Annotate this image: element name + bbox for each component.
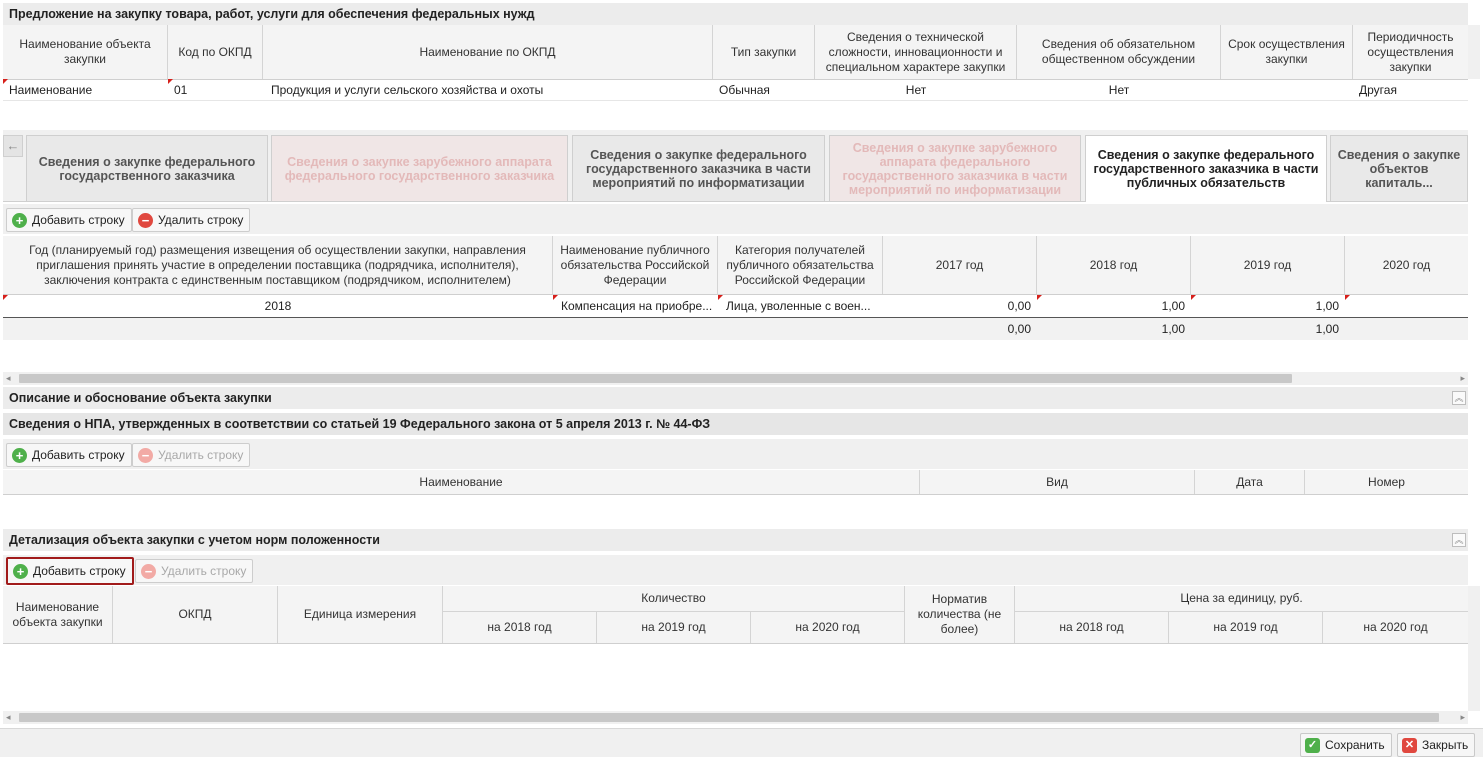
cell-public-discussion[interactable]: Нет (1108, 83, 1130, 97)
section-title-npa: Сведения о НПА, утвержденных в соответствии со статьей 19 Федерального закона от 5 апреля 2013 г. № 44-ФЗ (3, 413, 1468, 435)
proposal-grid-header (3, 25, 1468, 80)
section-title-detail: Детализация объекта закупки с учетом норм положенности (3, 529, 1468, 551)
save-label: Сохранить (1325, 738, 1385, 752)
col-detail-unit[interactable]: Единица измерения (278, 586, 443, 643)
check-icon: ✓ (1305, 738, 1320, 753)
cell-object-name[interactable]: Наименование (9, 83, 93, 97)
add-row-button[interactable] (6, 443, 132, 467)
table-row[interactable] (3, 295, 1468, 318)
col-price-2020[interactable]: на 2020 год (1363, 620, 1428, 634)
section-title-description: Описание и обоснование объекта закупки (3, 387, 1468, 409)
cell-okpd-name[interactable]: Продукция и услуги сельского хозяйства и охоты (271, 83, 544, 97)
col-npa-name[interactable]: Наименование (3, 470, 920, 494)
cell-purchase-type[interactable]: Обычная (719, 83, 770, 97)
col-object-name[interactable]: Наименование объекта закупки (3, 25, 168, 79)
obligations-grid-header (3, 236, 1468, 295)
col-public-discussion[interactable]: Сведения об обязательном общественном обсуждении (1017, 25, 1221, 79)
scroll-thumb[interactable] (19, 713, 1439, 722)
summary-row (3, 318, 1468, 340)
scroll-left-icon[interactable]: ◂ (6, 712, 11, 722)
add-row-button[interactable] (6, 557, 134, 585)
cell-periodicity[interactable]: Другая (1359, 83, 1397, 97)
delete-row-label: Удалить строку (158, 213, 244, 227)
section-title-proposal: Предложение на закупку товара, работ, услуги для обеспечения федеральных нужд (3, 3, 1468, 25)
plus-circle-icon: + (12, 213, 27, 228)
col-qty-2018[interactable]: на 2018 год (443, 612, 597, 643)
col-2018[interactable]: 2018 год (1037, 236, 1191, 294)
col-tech-complexity[interactable]: Сведения о технической сложности, инновационности и специальном характере закупки (815, 25, 1017, 79)
col-periodicity[interactable]: Периодичность осуществления закупки (1367, 29, 1454, 74)
cross-icon: ✕ (1402, 738, 1417, 753)
col-detail-object-name[interactable]: Наименование объекта закупки (3, 586, 113, 643)
minus-circle-icon: − (138, 213, 153, 228)
close-button[interactable] (1397, 733, 1475, 757)
tab-federal-customer[interactable]: Сведения о закупке федерального государственного заказчика (26, 135, 268, 201)
col-okpd-code[interactable]: Код по ОКПД (168, 25, 263, 79)
delete-row-label: Удалить строку (161, 564, 247, 578)
detail-grid-header (3, 586, 1468, 644)
scroll-right-icon[interactable]: ▸ (1460, 373, 1465, 383)
col-2019[interactable]: 2019 год (1191, 236, 1345, 294)
tab-capital-objects[interactable]: Сведения о закупке объектов капиталь... (1330, 135, 1468, 201)
dirty-marker (1345, 295, 1350, 300)
tab-foreign-informatization[interactable]: Сведения о закупке зарубежного аппарата федерального государственного заказчика в части мероприятий по информатизации (829, 135, 1081, 201)
public-obligations-toolbar (3, 204, 1468, 234)
minus-circle-icon: − (141, 564, 156, 579)
add-row-label: Добавить строку (33, 564, 126, 578)
tab-public-obligations[interactable]: Сведения о закупке федерального государственного заказчика в части публичных обязательств (1085, 135, 1327, 202)
double-chevron-up-icon[interactable]: ︽ (1452, 391, 1466, 405)
col-term[interactable]: Срок осуществления закупки (1221, 25, 1353, 79)
delete-row-label: Удалить строку (158, 448, 244, 462)
npa-grid-header (3, 470, 1468, 495)
minus-circle-icon: − (138, 448, 153, 463)
col-recipient-category[interactable]: Категория получателей публичного обязательства Российской Федерации (718, 236, 883, 294)
col-okpd-name[interactable]: Наименование по ОКПД (263, 25, 713, 79)
add-row-label: Добавить строку (32, 448, 125, 462)
col-obligation-name[interactable]: Наименование публичного обязательства Российской Федерации (553, 236, 718, 294)
col-npa-number[interactable]: Номер (1368, 474, 1405, 489)
tab-informatization[interactable]: Сведения о закупке федерального государственного заказчика в части мероприятий по информатизации (572, 135, 825, 201)
cell-okpd-code[interactable]: 01 (174, 83, 188, 97)
double-chevron-up-icon[interactable]: ︽ (1452, 533, 1466, 547)
col-group-price: Цена за единицу, руб. (1015, 586, 1468, 612)
total-2018: 1,00 (1161, 322, 1185, 336)
obligations-hscroll[interactable] (3, 372, 1468, 385)
col-detail-okpd[interactable]: ОКПД (113, 586, 278, 643)
delete-row-button[interactable] (135, 559, 253, 583)
tab-scroll-left-icon[interactable]: ← (3, 135, 23, 157)
save-button[interactable] (1300, 733, 1392, 757)
detail-vscroll[interactable] (1468, 586, 1480, 711)
plus-circle-icon: + (12, 448, 27, 463)
npa-toolbar (3, 439, 1468, 469)
detail-hscroll[interactable] (3, 711, 1468, 724)
cell-placement-year[interactable]: 2018 (264, 299, 292, 313)
col-group-quantity: Количество (443, 586, 905, 612)
tab-foreign-apparatus[interactable]: Сведения о закупке зарубежного аппарата федерального государственного заказчика (271, 135, 568, 201)
cell-recipient-category[interactable]: Лица, уволенные с воен... (726, 299, 871, 313)
col-norm-quantity[interactable]: Норматив количества (не более) (905, 586, 1015, 643)
scroll-thumb[interactable] (19, 374, 1292, 383)
col-qty-2019[interactable]: на 2019 год (597, 612, 751, 643)
cell-tech-complexity[interactable]: Нет (905, 83, 927, 97)
close-label: Закрыть (1422, 738, 1469, 752)
col-2017[interactable]: 2017 год (883, 236, 1037, 294)
col-2020[interactable]: 2020 год (1382, 257, 1431, 272)
table-row[interactable] (3, 79, 1468, 101)
col-price-2019[interactable]: на 2019 год (1169, 612, 1323, 643)
col-placement-year[interactable]: Год (планируемый год) размещения извещения об осуществлении закупки, направления приглашения принять участие в определении поставщика (подрядчика, исполнителя), заключения контракта с единственным поставщиком (подрядчиком, исполнителем) (3, 236, 553, 294)
scroll-left-icon[interactable]: ◂ (6, 373, 11, 383)
col-qty-2020[interactable]: на 2020 год (751, 612, 905, 643)
delete-row-button[interactable] (132, 208, 250, 232)
add-row-button[interactable] (6, 208, 132, 232)
scroll-right-icon[interactable]: ▸ (1460, 712, 1465, 722)
cell-2018[interactable]: 1,00 (1161, 299, 1185, 313)
col-price-2018[interactable]: на 2018 год (1015, 612, 1169, 643)
cell-2017[interactable]: 0,00 (1007, 299, 1031, 313)
plus-circle-icon: + (13, 564, 28, 579)
cell-2019[interactable]: 1,00 (1315, 299, 1339, 313)
proposal-vscroll[interactable] (1468, 25, 1480, 79)
cell-obligation-name[interactable]: Компенсация на приобре... (561, 299, 713, 313)
delete-row-button[interactable] (132, 443, 250, 467)
total-2019: 1,00 (1315, 322, 1339, 336)
col-npa-date[interactable]: Дата (1195, 470, 1305, 494)
col-npa-type[interactable]: Вид (920, 470, 1195, 494)
detail-toolbar (3, 555, 1468, 585)
col-purchase-type[interactable]: Тип закупки (713, 25, 815, 79)
footer-bar (0, 728, 1483, 757)
total-2017: 0,00 (1007, 322, 1031, 336)
add-row-label: Добавить строку (32, 213, 125, 227)
